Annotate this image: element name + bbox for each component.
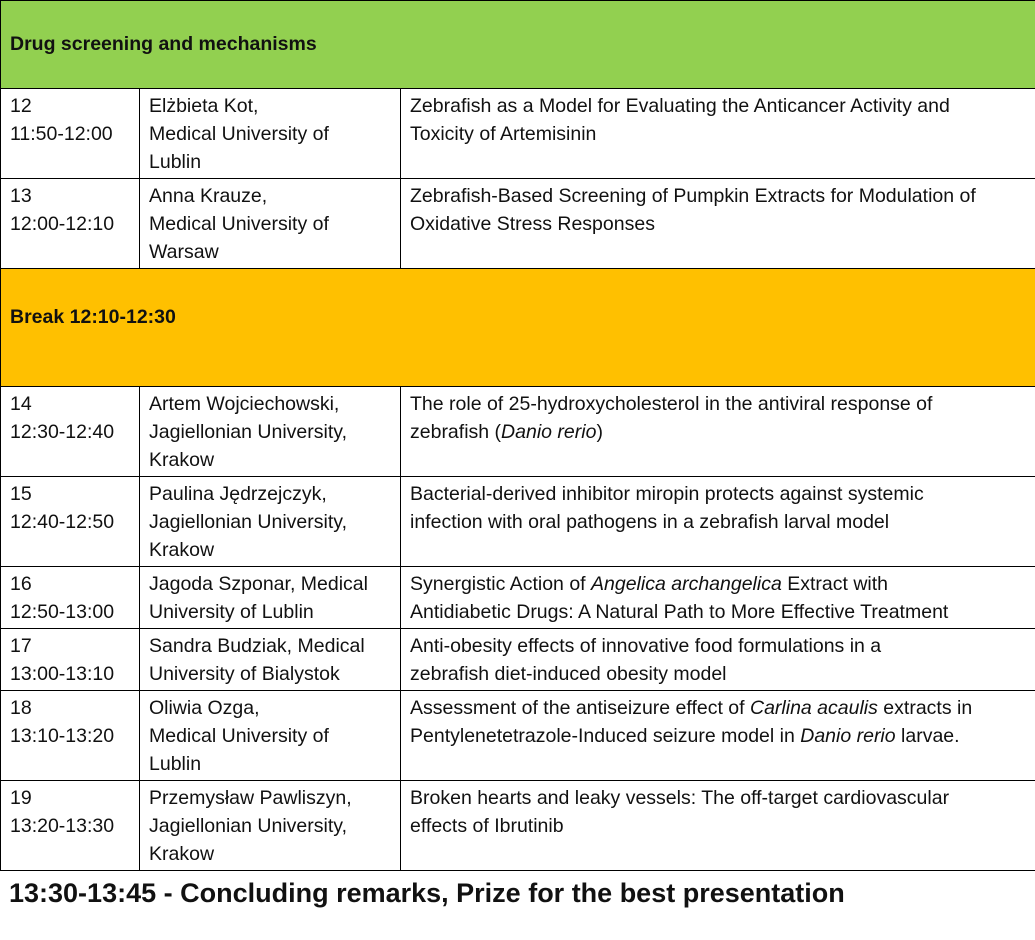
speaker-line: Lublin xyxy=(149,151,202,173)
talk-number: 15 xyxy=(10,483,32,505)
title-text: Broken hearts and leaky vessels: The off-target cardiovascular xyxy=(410,787,950,809)
speaker-cell xyxy=(140,781,401,871)
speaker-line: Jagiellonian University, xyxy=(149,511,347,533)
title-text: Zebrafish as a Model for Evaluating the Anticancer Activity and xyxy=(410,95,950,117)
speaker-cell xyxy=(140,477,401,567)
talk-row xyxy=(1,477,1035,567)
speaker-cell xyxy=(140,691,401,781)
speaker-line: University of Bialystok xyxy=(149,663,340,685)
talk-title-cell xyxy=(401,387,1035,477)
talk-number: 18 xyxy=(10,697,32,719)
speaker-line: Oliwia Ozga, xyxy=(149,697,260,719)
section-header-break xyxy=(1,269,1035,387)
talk-number-time-cell xyxy=(1,387,140,477)
closing-remarks: 13:30-13:45 - Concluding remarks, Prize for the best presentation xyxy=(9,878,845,908)
title-text: Synergistic Action of xyxy=(410,573,592,595)
talk-number: 19 xyxy=(10,787,32,809)
speaker-line: Krakow xyxy=(149,843,215,865)
speaker-line: Lublin xyxy=(149,753,202,775)
talk-time: 12:50-13:00 xyxy=(10,601,115,623)
speaker-line: Medical University of xyxy=(149,123,329,145)
break-title: Break 12:10-12:30 xyxy=(1,269,1035,387)
species-name: Danio rerio xyxy=(800,725,896,747)
talk-number-time-cell xyxy=(1,89,140,179)
title-text: infection with oral pathogens in a zebrafish larval model xyxy=(410,511,890,533)
title-text: Pentylenetetrazole-Induced seizure model in xyxy=(410,725,801,747)
speaker-line: Paulina Jędrzejczyk, xyxy=(149,483,327,505)
speaker-cell xyxy=(140,629,401,691)
talk-number: 12 xyxy=(10,95,32,117)
species-name: Danio rerio xyxy=(501,421,597,443)
talk-time: 12:00-12:10 xyxy=(10,213,115,235)
talk-row xyxy=(1,387,1035,477)
speaker-cell xyxy=(140,387,401,477)
title-text: Antidiabetic Drugs: A Natural Path to More Effective Treatment xyxy=(410,601,949,623)
talk-row xyxy=(1,567,1035,629)
talk-time: 13:20-13:30 xyxy=(10,815,115,837)
talk-row xyxy=(1,781,1035,871)
section-header-drug-screening xyxy=(1,1,1035,89)
speaker-line: Jagiellonian University, xyxy=(149,421,347,443)
title-text: Anti-obesity effects of innovative food formulations in a xyxy=(410,635,882,657)
speaker-line: Medical University of xyxy=(149,213,329,235)
speaker-line: Anna Krauze, xyxy=(149,185,268,207)
speaker-cell xyxy=(140,179,401,269)
section-title: Drug screening and mechanisms xyxy=(1,1,1035,89)
talk-title-line xyxy=(410,784,1025,812)
title-text: Toxicity of Artemisinin xyxy=(410,123,597,145)
title-text: The role of 25-hydroxycholesterol in the antiviral response of xyxy=(410,393,933,415)
species-name: Carlina acaulis xyxy=(749,697,878,719)
speaker-line: Jagoda Szponar, Medical xyxy=(149,573,368,595)
speaker-line: Krakow xyxy=(149,539,215,561)
talk-title-line xyxy=(410,480,1025,508)
speaker-line: Elżbieta Kot, xyxy=(149,95,259,117)
speaker-line: University of Lublin xyxy=(149,601,314,623)
talk-time: 11:50-12:00 xyxy=(10,123,113,145)
talk-number-time-cell xyxy=(1,691,140,781)
talk-title-line xyxy=(410,694,1025,722)
talk-time: 12:40-12:50 xyxy=(10,511,115,533)
schedule-body xyxy=(1,1,1035,871)
talk-title-cell xyxy=(401,477,1035,567)
talk-title-line xyxy=(410,418,1025,446)
talk-title-line xyxy=(410,120,1025,148)
talk-title-line xyxy=(410,508,1025,536)
title-text: larvae. xyxy=(895,725,960,747)
talk-number-time-cell xyxy=(1,477,140,567)
talk-title-cell xyxy=(401,691,1035,781)
talk-title-line xyxy=(410,210,1025,238)
talk-row xyxy=(1,179,1035,269)
title-text: effects of Ibrutinib xyxy=(410,815,564,837)
talk-title-line xyxy=(410,182,1025,210)
title-text: zebrafish diet-induced obesity model xyxy=(410,663,727,685)
speaker-cell xyxy=(140,89,401,179)
title-text: extracts in xyxy=(877,697,973,719)
talk-number-time-cell xyxy=(1,629,140,691)
talk-title-cell xyxy=(401,629,1035,691)
speaker-cell xyxy=(140,567,401,629)
speaker-line: Krakow xyxy=(149,449,215,471)
talk-row xyxy=(1,691,1035,781)
speaker-line: Przemysław Pawliszyn, xyxy=(149,787,352,809)
talk-title-cell xyxy=(401,179,1035,269)
talk-row xyxy=(1,629,1035,691)
talk-time: 12:30-12:40 xyxy=(10,421,115,443)
speaker-line: Jagiellonian University, xyxy=(149,815,347,837)
talk-title-cell xyxy=(401,89,1035,179)
talk-title-cell xyxy=(401,781,1035,871)
title-text: Extract with xyxy=(781,573,889,595)
talk-number-time-cell xyxy=(1,781,140,871)
talk-title-line xyxy=(410,570,1025,598)
talk-row xyxy=(1,89,1035,179)
speaker-line: Medical University of xyxy=(149,725,329,747)
title-text: Oxidative Stress Responses xyxy=(410,213,655,235)
speaker-line: Warsaw xyxy=(149,241,219,263)
talk-title-line xyxy=(410,722,1025,750)
title-text: zebrafish ( xyxy=(410,421,502,443)
talk-number-time-cell xyxy=(1,567,140,629)
speaker-line: Sandra Budziak, Medical xyxy=(149,635,365,657)
talk-time: 13:00-13:10 xyxy=(10,663,115,685)
talk-title-line xyxy=(410,390,1025,418)
title-text: Bacterial-derived inhibitor miropin protects against systemic xyxy=(410,483,924,505)
talk-number: 17 xyxy=(10,635,32,657)
speaker-line: Artem Wojciechowski, xyxy=(149,393,340,415)
talk-number-time-cell xyxy=(1,179,140,269)
title-text: Zebrafish-Based Screening of Pumpkin Extracts for Modulation of xyxy=(410,185,976,207)
talk-title-cell xyxy=(401,567,1035,629)
talk-number: 13 xyxy=(10,185,32,207)
talk-title-line xyxy=(410,598,1025,626)
talk-time: 13:10-13:20 xyxy=(10,725,115,747)
title-text: ) xyxy=(596,421,603,443)
talk-title-line xyxy=(410,812,1025,840)
talk-title-line xyxy=(410,660,1025,688)
species-name: Angelica archangelica xyxy=(591,573,782,595)
talk-title-line xyxy=(410,92,1025,120)
title-text: Assessment of the antiseizure effect of xyxy=(410,697,750,719)
talk-number: 16 xyxy=(10,573,32,595)
talk-title-line xyxy=(410,632,1025,660)
talk-number: 14 xyxy=(10,393,32,415)
